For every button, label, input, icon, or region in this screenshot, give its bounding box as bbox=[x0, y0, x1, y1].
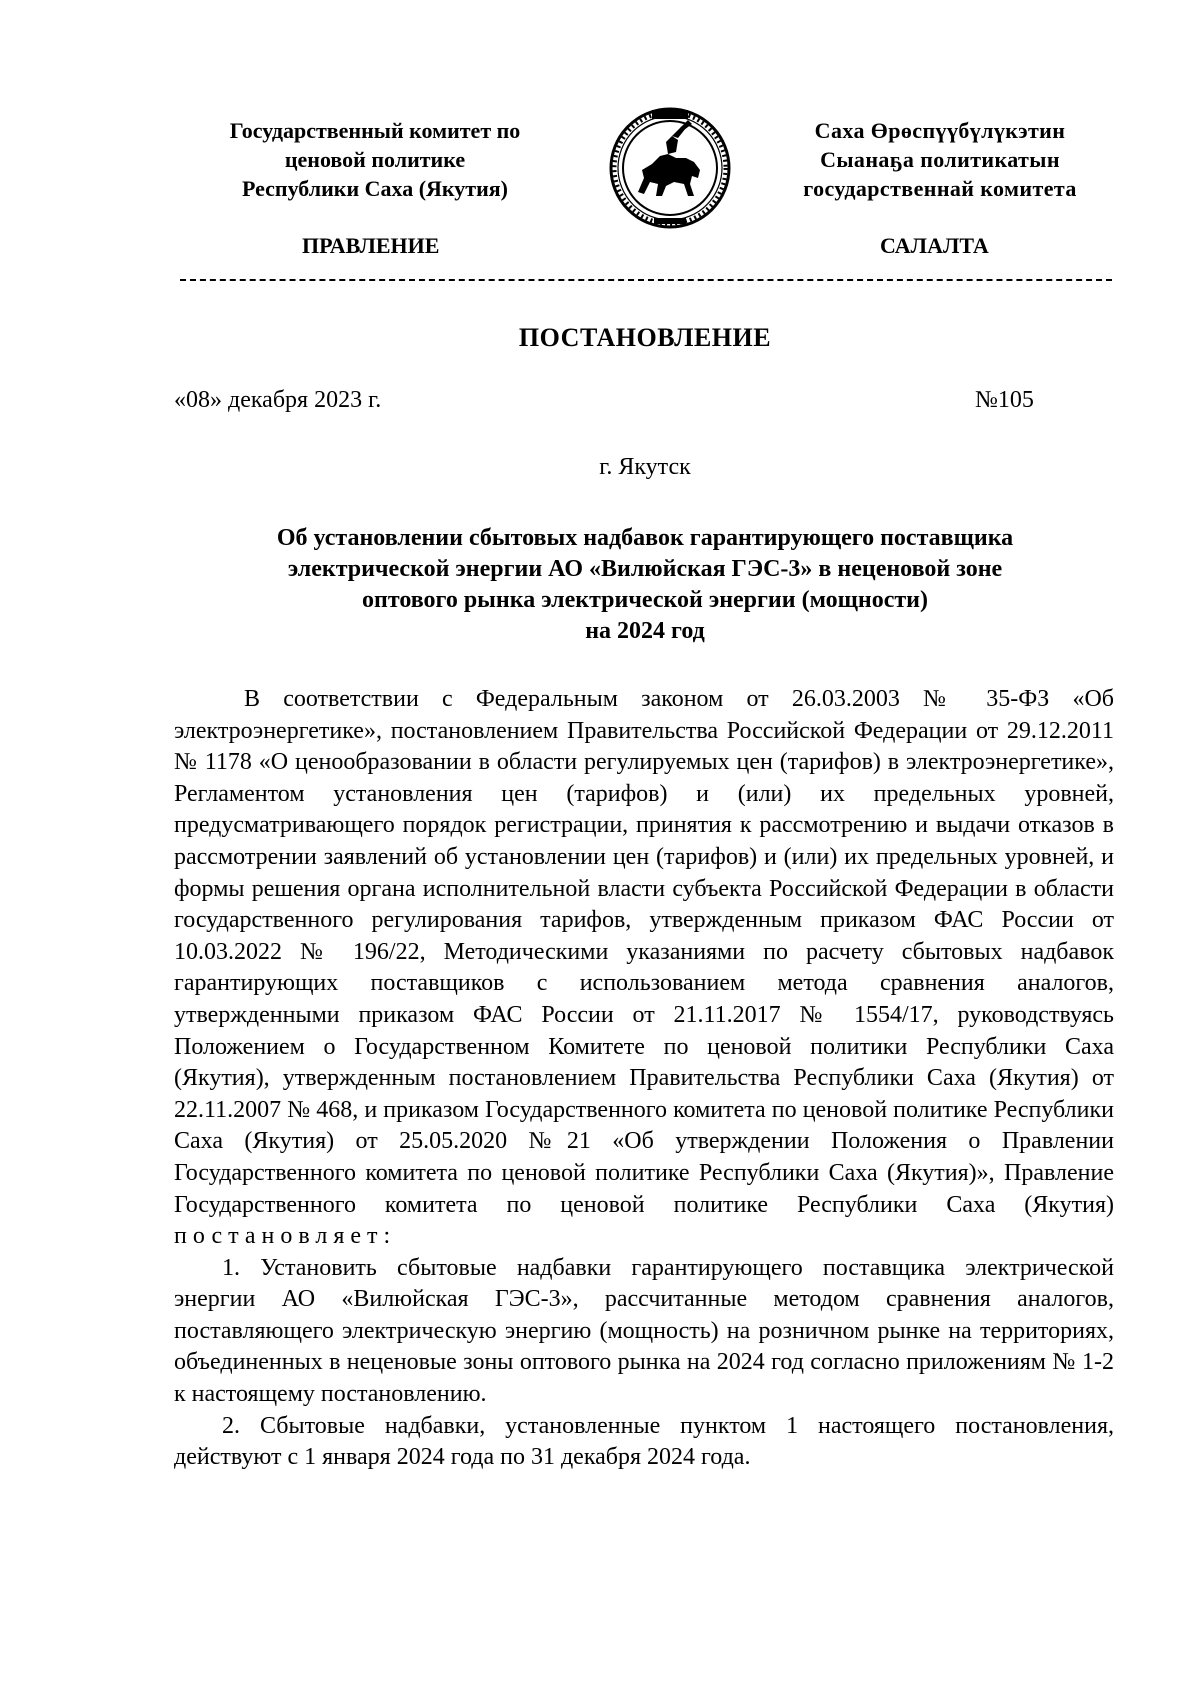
resolves-word: постановляет: bbox=[174, 1223, 397, 1250]
document-number: №105 bbox=[975, 387, 1034, 413]
header-right-org bbox=[765, 116, 1115, 203]
document-body bbox=[174, 684, 1114, 1474]
subject-line: на 2024 год bbox=[585, 618, 705, 644]
subject-line: оптового рынка электрической энергии (мощности) bbox=[362, 587, 928, 613]
header-right-line: государственнай комитета bbox=[803, 176, 1077, 201]
resolution-item-1: 1. Установить сбытовые надбавки гарантирующего поставщика электрической энергии АО «Вилюйская ГЭС-3», рассчитанные методом сравнения аналогов, поставляющего электрическую энергию (мощность) на розничном рынке на территориях, объединенных в неценовые зоны оптового рынка на 2024 год согласно приложениям № 1-2 к настоящему постановлению. bbox=[174, 1254, 1114, 1408]
resolution-item-2: 2. Сбытовые надбавки, установленные пунктом 1 настоящего постановления, действуют с 1 января 2024 года по 31 декабря 2024 года. bbox=[174, 1412, 1114, 1471]
header-right-line: Сыанаҕа политикатын bbox=[820, 147, 1060, 172]
board-label-sah: САЛАЛТА bbox=[880, 233, 989, 258]
preamble-text: В соответствии с Федеральным законом от 26.03.2003 № 35-ФЗ «Об электроэнергетике», постановлением Правительства Российской Федерации от 29.12.2011 № 1178 «О ценообразовании в области регулируемых цен (тарифов) в электроэнергетике», Регламентом установления цен (тарифов) и (или) их предельных уровней, предусматривающего порядок регистрации, принятия к рассмотрению и выдачи отказов в рассмотрении заявлений об установлении цен (тарифов) и (или) их предельных уровней, и формы решения органа исполнительной власти субъекта Российской Федерации в области государственного регулирования тарифов, утвержденным приказом ФАС России от 10.03.2022 № 196/22, Методическими указаниями по расчету сбытовых надбавок гарантирующих поставщиков с использованием метода сравнения аналогов, утвержденными приказом ФАС России от 21.11.2017 № 1554/17, руководствуясь Положением о Государственном Комитете по ценовой политики Республики Саха (Якутия), утвержденным постановлением Правительства Республики Саха (Якутия) от 22.11.2007 № 468, и приказом Государственного комитета по ценовой политике Республики Саха (Якутия) от 25.05.2020 №21 «Об утверждении Положения о Правлении Государственного комитета по ценовой политике Республики Саха (Якутия)», Правление Государственного комитета по ценовой политике Республики Саха (Якутия) bbox=[174, 686, 1114, 1218]
coat-of-arms-emblem-icon bbox=[608, 106, 732, 230]
subject-line: Об установлении сбытовых надбавок гарантирующего поставщика bbox=[276, 525, 1014, 551]
document-title: ПОСТАНОВЛЕНИЕ bbox=[518, 323, 772, 352]
document-city: г. Якутск bbox=[599, 454, 691, 480]
header-left-line: ценовой политике bbox=[284, 147, 466, 172]
header-left-org bbox=[180, 116, 570, 203]
preamble-paragraph bbox=[174, 684, 1114, 1253]
document-subject bbox=[180, 523, 1110, 647]
header-left-line: Государственный комитет по bbox=[229, 118, 521, 143]
header-divider bbox=[180, 279, 1112, 281]
subject-line: электрической энергии АО «Вилюйская ГЭС-3» в неценовой зоне bbox=[287, 556, 1003, 582]
board-label-ru: ПРАВЛЕНИЕ bbox=[302, 233, 440, 258]
document-date: «08» декабря 2023 г. bbox=[174, 387, 382, 413]
header-right-line: Саха Өрөспүүбүлүкэтин bbox=[814, 118, 1066, 143]
header-left-line: Республики Саха (Якутия) bbox=[241, 176, 509, 201]
